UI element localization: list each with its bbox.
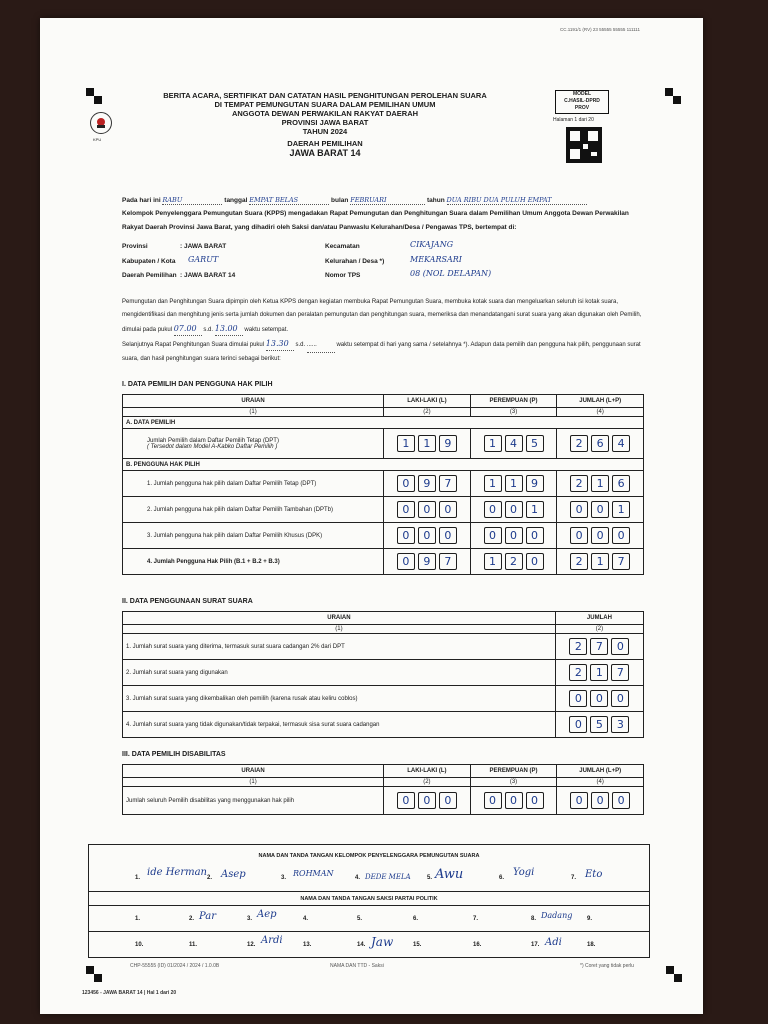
model-box: MODEL C.HASIL-DPRD PROV <box>555 90 609 114</box>
kpps-signature-1: ide Herman <box>147 867 207 878</box>
kpps-signature-title: NAMA DAN TANDA TANGAN KELOMPOK PENYELENGGARA PEMUNGUTAN SUARA <box>258 853 480 859</box>
dapil-value: : JAWA BARAT 14 <box>180 272 236 279</box>
procedure-paragraph: Pemungutan dan Penghitungan Suara dipimpin oleh Ketua KPPS dengan kegiatan membuka Rapat Pemungutan Suara, membuka kotak suara dan mengeluarkan seluruh isi kotak suara, mengidentifikasi dan menghitung jenis serta jumlah dokumen dan peralatan pemungutan dan penghitungan suara, memeriksa dan menandatangani surat suara yang akan digunakan oleh Pemilih, dimulai pada pukul 07.00 s.d. 13.00 waktu setempat. Selanjutnya Rapat Penghitungan Suara dimulai pukul 13.30 s.d. ...... waktu setempat di hari yang sama / setelahnya *). Adapun data pemilih dan pengguna hak pilih, penggunaan surat suara, dan hasil penghitungan suara terinci sebagai berikut: <box>122 299 642 362</box>
kpps-signature-7: Eto <box>585 869 603 880</box>
kpu-logo <box>90 112 112 134</box>
kelurahan-label: Kelurahan / Desa *) <box>325 258 385 265</box>
intro-line-3: Rakyat Daerah Provinsi Jawa Barat, yang dihadiri oleh Saksi dan/atau Panwaslu Kelurahan/Desa / Pengawas TPS, bertempat di: <box>122 224 517 231</box>
kpps-signature-5: Awu <box>435 867 464 882</box>
saksi-signature-3: Aep <box>257 909 277 920</box>
section-2-title: II. DATA PENGGUNAAN SURAT SUARA <box>122 598 253 605</box>
corner-marker <box>666 966 674 974</box>
dpt-j-digits: 2 6 4 <box>560 435 640 452</box>
kecamatan-label: Kecamatan <box>325 243 360 250</box>
corner-marker <box>665 88 673 96</box>
kpps-signature-3: ROHMAN <box>293 869 334 878</box>
logo-label: KPU <box>93 137 102 142</box>
kpps-signature-6: Yogi <box>513 867 535 878</box>
signature-panel: NAMA DAN TANDA TANGAN KELOMPOK PENYELENGGARA PEMUNGUTAN SUARA NAMA DAN TANDA TANGAN SAKSI PARTAI POLITIK 1. 2. 3. 4. 5. 6. 7. ide Herman Asep ROHMAN DEDE MELA Awu Yogi Eto 1. 2. 3. 4. 5. 6. 7. 8. 9. Par Aep Dadang 10. 11. 12. 13. 14. 15. 16. 17. 18. Ardi Jaw Adi <box>88 844 650 958</box>
footer-center: NAMA DAN TTD - Saksi <box>330 963 384 969</box>
footer-right: *) Coret yang tidak perlu <box>580 963 634 969</box>
provinsi-label: Provinsi <box>122 243 148 250</box>
kabupaten-label: Kabupaten / Kota <box>122 258 176 265</box>
dpt-p-digits: 1 4 5 <box>474 435 554 452</box>
saksi-signature-14: Jaw <box>371 935 394 949</box>
section-3-title: III. DATA PEMILIH DISABILITAS <box>122 751 226 758</box>
saksi-signature-17: Adi <box>545 937 562 948</box>
kabupaten-value: GARUT <box>188 255 219 264</box>
kpps-signature-4: DEDE MELA <box>365 873 411 881</box>
qr-code <box>566 127 602 163</box>
document-title: BERITA ACARA, SERTIFIKAT DAN CATATAN HASIL PENGHITUNGAN PEROLEHAN SUARA DI TEMPAT PEMUNGUTAN SUARA DALAM PEMILIHAN UMUM ANGGOTA DEWAN PERWAKILAN RAKYAT DAERAH PROVINSI JAWA BARAT TAHUN 2024 DAERAH PEMILIHAN JAWA BARAT 14 <box>163 91 487 158</box>
top-code: CC.1191/1 (RV) 23 55555 55555 111111 <box>560 27 640 32</box>
intro-line-2: Kelompok Penyelenggara Pemungutan Suara (KPPS) mengadakan Rapat Pemungutan dan Penghitungan Suara dalam Pemilihan Umum Anggota Dewan Perwakilan <box>122 210 629 217</box>
section-2-table: URAIAN JUMLAH (1) (2) 1. Jumlah surat suara yang diterima, termasuk surat suara cadangan 2% dari DPT 2 7 0 2. Jumlah surat suara yang digunakan 2 1 7 3. Jumlah surat suara yang dikembalikan oleh pemilih (karena rusak atau keliru coblos) 0 0 0 4. Jumlah surat suara yang tidak digunakan/tidak terpakai, termasuk sisa surat suara cadangan 0 5 3 <box>122 611 644 738</box>
kpps-signature-2: Asep <box>221 869 246 880</box>
saksi-signature-title: NAMA DAN TANDA TANGAN SAKSI PARTAI POLITIK <box>300 896 438 902</box>
corner-marker <box>674 974 682 982</box>
corner-marker <box>94 96 102 104</box>
corner-marker <box>86 88 94 96</box>
footer-left: CHP-55555 (ID) 01/2024 / 2024 / 1.0.0B <box>130 963 220 969</box>
dpt-l-digits: 1 1 9 <box>387 435 467 452</box>
corner-marker <box>673 96 681 104</box>
section-3-table: URAIAN LAKI-LAKI (L) PEREMPUAN (P) JUMLAH (L+P) (1) (2) (3) (4) Jumlah seluruh Pemilih disabilitas yang menggunakan hak pilih 0 0 0 0 0 0 0 0 0 <box>122 764 644 815</box>
saksi-signature-12: Ardi <box>261 935 283 946</box>
footer-bottom: 123456 - JAWA BARAT 14 | Hal 1 dari 20 <box>82 990 177 996</box>
corner-marker <box>94 974 102 982</box>
tps-value: 08 (NOL DELAPAN) <box>410 269 492 278</box>
section-1-title: I. DATA PEMILIH DAN PENGGUNA HAK PILIH <box>122 381 273 388</box>
kelurahan-value: MEKARSARI <box>410 255 462 264</box>
section-1-table: URAIAN LAKI-LAKI (L) PEREMPUAN (P) JUMLAH (L+P) (1) (2) (3) (4) A. DATA PEMILIH Jumlah Pemilih dalam Daftar Pemilih Tetap (DPT) ( Tersedot dalam Model A-Kabko Daftar Pemilih ) 1 1 9 1 4 5 2 6 4 B. PENGGUNA HAK PILIH 1. Jumlah pengguna hak pilih dalam Daftar Pemilih Tetap (DPT) 0 9 7 1 1 9 2 1 6 2. Jumlah pengguna hak pilih dalam Daftar Pemilih Tambahan (DPTb) 0 0 0 0 0 1 0 0 1 3. Jumlah pengguna hak pilih dalam Daftar Pemilih Khusus (DPK) 0 0 0 0 0 0 0 0 0 4. Jumlah Pengguna Hak Pilih (B.1 + B.2 + B.3) 0 9 7 1 2 0 2 1 7 <box>122 394 644 575</box>
page-indicator: Halaman 1 dari 20 <box>553 117 594 123</box>
corner-marker <box>86 966 94 974</box>
tps-label: Nomor TPS <box>325 272 361 279</box>
intro-line-1: Pada hari ini RABU tanggal EMPAT BELAS bulan FEBRUARI tahun DUA RIBU DUA PULUH EMPAT <box>122 196 652 205</box>
dapil-label: Daerah Pemilihan <box>122 272 177 279</box>
kecamatan-value: CIKAJANG <box>410 240 454 249</box>
provinsi-value: : JAWA BARAT <box>180 243 227 250</box>
saksi-signature-2: Par <box>199 911 217 922</box>
saksi-signature-8: Dadang <box>541 911 573 920</box>
